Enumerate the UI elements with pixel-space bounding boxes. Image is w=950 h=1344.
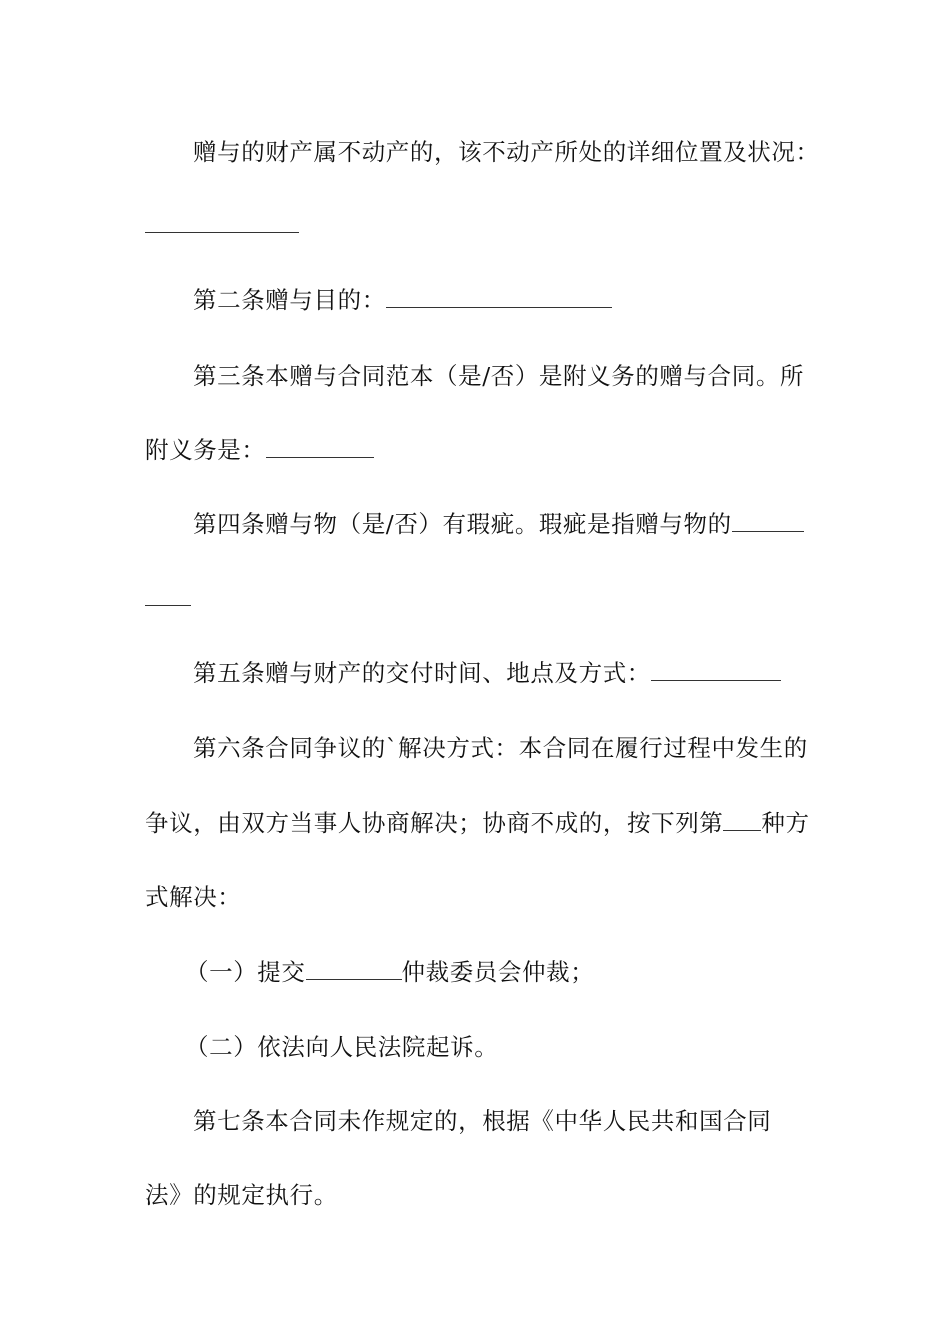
text-article-7-cont: 法》的规定执行。 (145, 1181, 338, 1209)
paragraph-article-4-blank (145, 578, 825, 618)
text-article-2: 第二条赠与目的： (193, 286, 386, 314)
fill-blank-defect[interactable] (732, 509, 804, 532)
text-article-4: 第四条赠与物（是/否）有瑕疵。瑕疵是指赠与物的 (193, 510, 732, 538)
text-option-1-a: （一）提交 (185, 958, 306, 986)
paragraph-article-7 (193, 1101, 873, 1141)
fill-blank-arbitration[interactable] (306, 957, 402, 980)
fill-blank-purpose[interactable] (386, 285, 612, 308)
paragraph-article-3-cont (145, 430, 825, 470)
text-article-6: 第六条合同争议的`解决方式：本合同在履行过程中发生的 (193, 734, 808, 762)
paragraph-article-3 (193, 356, 873, 396)
paragraph-article-6 (193, 728, 873, 768)
paragraph-option-1 (185, 952, 865, 992)
fill-blank-location[interactable] (145, 210, 299, 233)
paragraph-option-2 (185, 1027, 865, 1067)
text-option-2: （二）依法向人民法院起诉。 (185, 1033, 499, 1061)
fill-blank-defect-cont[interactable] (145, 583, 191, 606)
text-property-location: 赠与的财产属不动产的，该不动产所处的详细位置及状况： (193, 138, 820, 166)
paragraph-article-5 (193, 653, 873, 693)
paragraph-property-location (193, 132, 873, 172)
text-article-5: 第五条赠与财产的交付时间、地点及方式： (193, 659, 651, 687)
paragraph-article-4 (193, 504, 873, 544)
paragraph-article-6-cont (145, 803, 825, 843)
fill-blank-obligation[interactable] (266, 435, 374, 458)
paragraph-article-2 (193, 280, 873, 320)
fill-blank-method-number[interactable] (723, 808, 761, 831)
paragraph-property-location-blank (145, 205, 825, 245)
text-article-6-cont-a: 争议，由双方当事人协商解决；协商不成的，按下列第 (145, 809, 724, 837)
text-article-7: 第七条本合同未作规定的，根据《中华人民共和国合同 (193, 1107, 772, 1135)
fill-blank-delivery[interactable] (651, 658, 781, 681)
paragraph-article-7-cont (145, 1175, 825, 1215)
text-option-1-b: 仲裁委员会仲裁； (401, 958, 595, 986)
text-article-6-cont-b: 种方 (761, 809, 810, 837)
text-article-3: 第三条本赠与合同范本（是/否）是附义务的赠与合同。所 (193, 362, 805, 390)
paragraph-article-6-end (145, 877, 825, 917)
text-article-3-cont: 附义务是： (145, 436, 266, 464)
text-article-6-end: 式解决： (145, 883, 242, 911)
